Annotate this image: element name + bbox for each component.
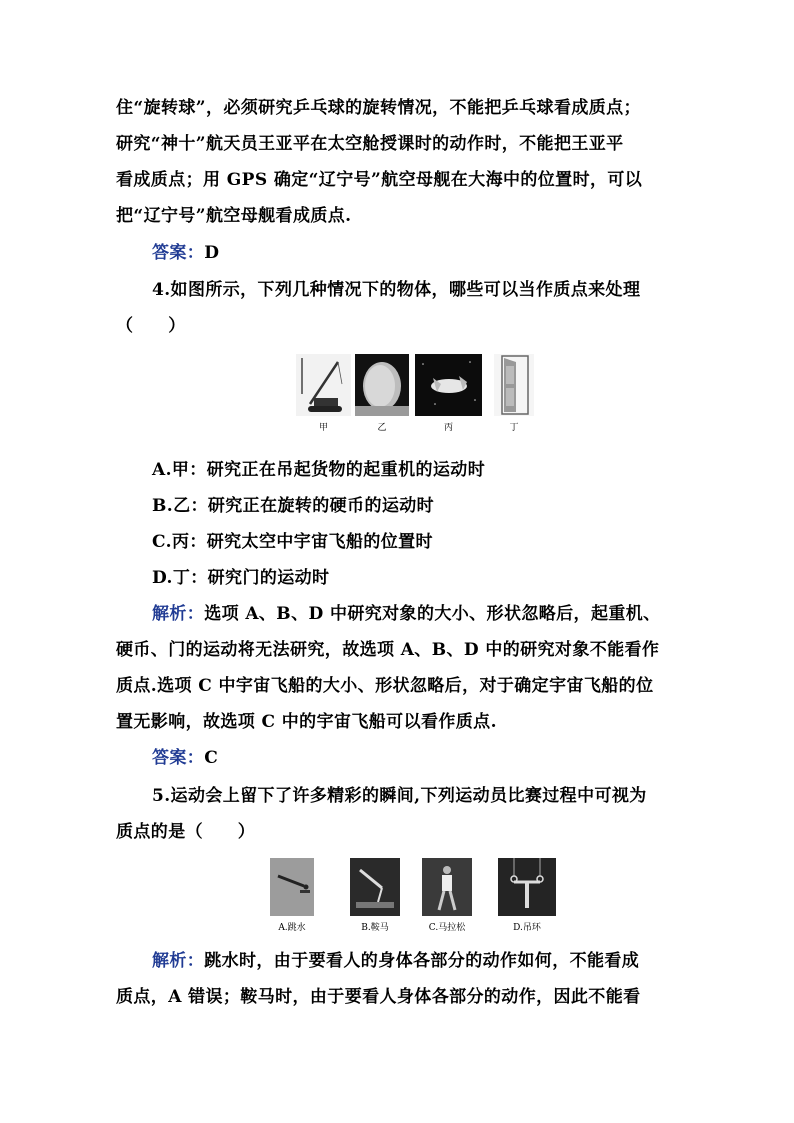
analysis-text: 跳水时，由于要看人的身体各部分的动作如何，不能看成 [204,951,640,971]
answer-value: C [204,748,219,768]
option-d: D.丁：研究门的运动时 [152,568,330,588]
figure-rings [498,858,556,933]
question-4-figures [296,354,534,433]
figure-marathon [422,858,472,933]
option-b: B.乙：研究正在旋转的硬币的运动时 [152,496,435,516]
figure-caption: 乙 [377,423,387,433]
answer-label: 答案： [152,243,205,263]
pommel-horse-image [350,858,400,916]
figure-ding [494,354,534,433]
diving-image [270,858,314,916]
door-image [494,354,534,416]
figure-pommel-horse [350,858,400,933]
figure-bing [415,354,482,433]
question-5-stem: 质点的是（ ） [116,822,256,842]
question-4-stem: 4.如图所示，下列几种情况下的物体，哪些可以当作质点来处理 [152,280,641,300]
rings-image [498,858,556,916]
marathon-image [422,858,472,916]
figure-caption: 甲 [318,423,328,433]
analysis-label: 解析： [152,604,205,624]
paragraph-line: 住“旋转球”，必须研究乒乓球的旋转情况，不能把乒乓球看成质点； [116,98,641,118]
analysis-line: 置无影响，故选项 C 中的宇宙飞船可以看作质点. [116,712,497,732]
analysis-text: 选项 A、B、D 中研究对象的大小、形状忽略后，起重机、 [204,604,661,624]
figure-jia [296,354,351,433]
crane-image [296,354,351,416]
figure-caption: D.吊环 [513,923,541,933]
analysis-line: 质点，A 错误；鞍马时，由于要看人身体各部分的动作，因此不能看 [116,987,641,1007]
answer-line [152,746,686,770]
figure-caption: C.马拉松 [428,923,466,933]
question-4-blank: （ ） [116,316,186,336]
question-5-figures [270,858,556,933]
analysis-line: 硬币、门的运动将无法研究，故选项 A、B、D 中的研究对象不能看作 [116,640,660,660]
figure-caption: A.跳水 [278,923,306,933]
spaceship-image [415,354,482,416]
analysis-line: 质点.选项 C 中宇宙飞船的大小、形状忽略后，对于确定宇宙飞船的位 [116,676,654,696]
option-c: C.丙：研究太空中宇宙飞船的位置时 [152,532,433,552]
figure-diving [270,858,314,933]
coin-image [355,354,409,416]
analysis-line [152,602,686,626]
answer-line [152,241,686,265]
figure-caption: B.鞍马 [361,923,389,933]
analysis-label: 解析： [152,951,205,971]
paragraph-line: 看成质点；用 GPS 确定“辽宁号”航空母舰在大海中的位置时，可以 [116,170,643,190]
question-5-stem: 5.运动会上留下了许多精彩的瞬间,下列运动员比赛过程中可视为 [152,786,647,806]
paragraph-line: 研究“神十”航天员王亚平在太空舱授课时的动作时，不能把王亚平 [116,134,624,154]
figure-yi [355,354,409,433]
option-a: A.甲：研究正在吊起货物的起重机的运动时 [152,460,486,480]
figure-caption: 丙 [443,423,453,433]
paragraph-line: 把“辽宁号”航空母舰看成质点. [116,206,352,226]
answer-label: 答案： [152,748,205,768]
figure-caption: 丁 [509,423,519,433]
analysis-line [152,949,686,973]
answer-value: D [204,243,220,263]
